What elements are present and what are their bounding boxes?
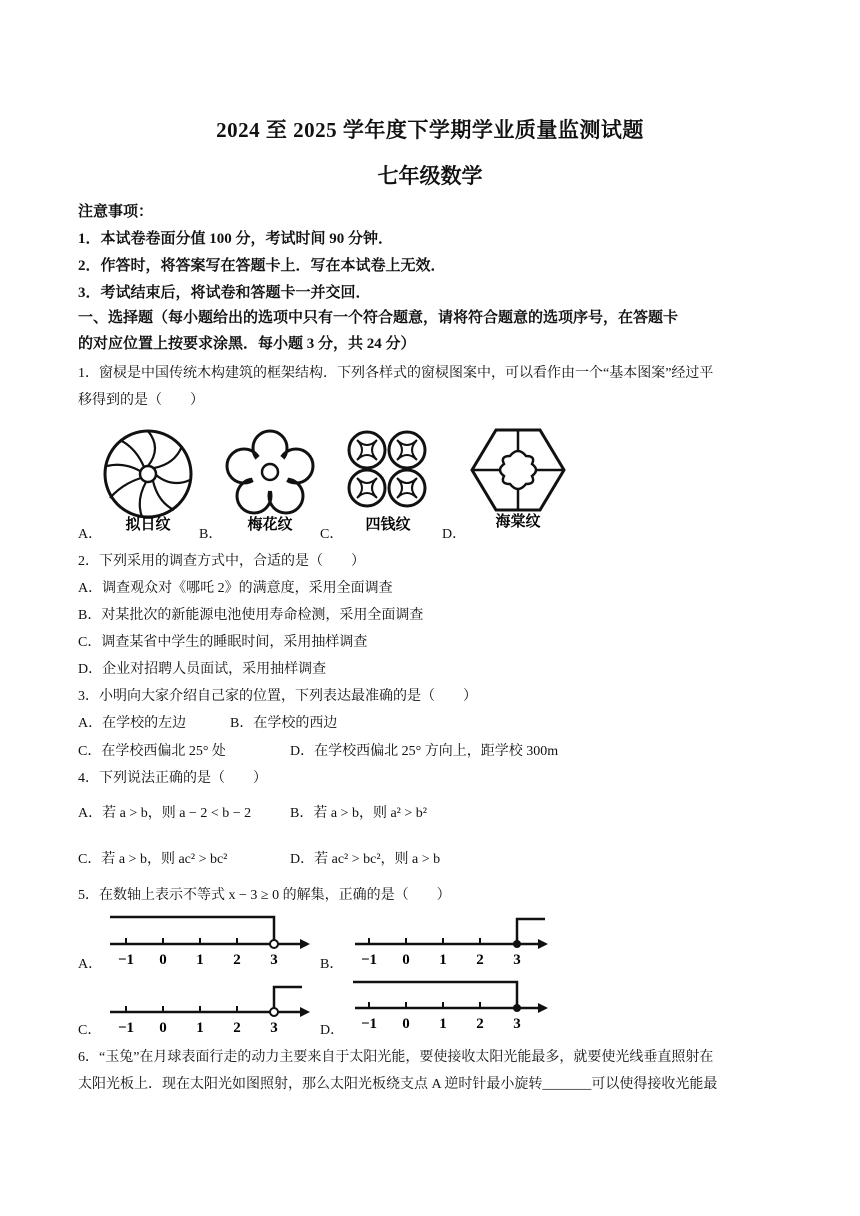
q5b-tick-2: 1 xyxy=(439,952,447,968)
q5a-tick-2: 1 xyxy=(196,952,204,968)
q5-numberline-a xyxy=(100,912,315,970)
q1-stem-line-1: 1．窗棂是中国传统木构建筑的框架结构．下列各样式的窗棂图案中，可以看作由一个“基本图案”经过平 xyxy=(78,366,714,381)
q1-figure-c xyxy=(345,428,431,534)
q3-option-b: B．在学校的西边 xyxy=(230,716,338,731)
q1-option-d: D． xyxy=(442,527,467,542)
q4-option-b: B．若 a > b，则 a² > b² xyxy=(290,806,427,821)
q5c-tick-3: 2 xyxy=(233,1020,241,1036)
section-heading-line-1: 一、选择题（每小题给出的选项中只有一个符合题意，请将符合题意的选项序号，在答题卡 xyxy=(78,310,679,326)
q5-stem: 5．在数轴上表示不等式 x − 3 ≥ 0 的解集，正确的是（ ） xyxy=(78,888,451,903)
q6-stem-line-2: 太阳光板上．现在太阳光如图照射，那么太阳光板绕支点 A 逆时针最小旋转_______可以使得接收光能最 xyxy=(78,1077,718,1092)
notes-header: 注意事项： xyxy=(78,204,154,220)
q5b-tick-4: 3 xyxy=(513,952,521,968)
q2-option-b: B．对某批次的新能源电池使用寿命检测，采用全面调查 xyxy=(78,608,424,623)
q3-stem: 3．小明向大家介绍自己家的位置，下列表达最准确的是（ ） xyxy=(78,689,477,704)
q5a-tick-0: −1 xyxy=(117,952,135,968)
q5-numberline-b xyxy=(345,912,555,970)
note-2: 2．作答时，将答案写在答题卡上．写在本试卷上无效． xyxy=(78,258,446,274)
q5d-tick-4: 3 xyxy=(513,1016,521,1032)
q5d-tick-1: 0 xyxy=(402,1016,410,1032)
q5a-tick-4: 3 xyxy=(270,952,278,968)
q1-option-b: B． xyxy=(199,527,223,542)
q1-option-c: C． xyxy=(320,527,344,542)
q5-numberline-d xyxy=(345,976,555,1034)
q5c-tick-0: −1 xyxy=(117,1020,135,1036)
q4-stem: 4．下列说法正确的是（ ） xyxy=(78,771,267,786)
q1-figure-a xyxy=(100,428,196,534)
q2-option-d: D．企业对招聘人员面试，采用抽样调查 xyxy=(78,662,327,677)
q6-stem-line-1: 6．“玉兔”在月球表面行走的动力主要来自于太阳光能，要使接收太阳光能最多，就要使光线垂直照射在 xyxy=(78,1050,714,1065)
q2-stem: 2．下列采用的调查方式中，合适的是（ ） xyxy=(78,554,365,569)
q5c-tick-1: 0 xyxy=(159,1020,167,1036)
q5-numberline-c xyxy=(100,982,315,1038)
q1-caption-a: 拟日纹 xyxy=(125,517,171,533)
q5d-tick-0: −1 xyxy=(360,1016,378,1032)
q5b-tick-0: −1 xyxy=(360,952,378,968)
page-title: 2024 至 2025 学年度下学期学业质量监测试题 xyxy=(216,118,644,142)
q2-option-c: C．调查某省中学生的睡眠时间，采用抽样调查 xyxy=(78,635,368,650)
q1-caption-b: 梅花纹 xyxy=(247,517,293,533)
q5-option-c: C． xyxy=(78,1023,102,1038)
q5c-tick-4: 3 xyxy=(270,1020,278,1036)
q5d-tick-2: 1 xyxy=(439,1016,447,1032)
q5a-tick-3: 2 xyxy=(233,952,241,968)
q3-option-c: C．在学校西偏北 25° 处 xyxy=(78,744,226,759)
q1-caption-c: 四钱纹 xyxy=(365,517,411,533)
q5-option-b: B． xyxy=(320,957,344,972)
q3-option-a: A．在学校的左边 xyxy=(78,716,187,731)
q5b-tick-3: 2 xyxy=(476,952,484,968)
q5d-tick-3: 2 xyxy=(476,1016,484,1032)
q5a-tick-1: 0 xyxy=(159,952,167,968)
q5-option-d: D． xyxy=(320,1023,345,1038)
q4-option-a: A．若 a > b，则 a − 2 < b − 2 xyxy=(78,806,252,821)
q1-figure-b xyxy=(222,428,318,534)
q1-figure-d xyxy=(468,426,568,528)
q5-option-a: A． xyxy=(78,957,103,972)
section-heading-line-2: 的对应位置上按要求涂黑．每小题 3 分，共 24 分） xyxy=(78,336,416,352)
q5c-tick-2: 1 xyxy=(196,1020,204,1036)
q4-option-d: D．若 ac² > bc²，则 a > b xyxy=(290,852,441,867)
page-subtitle: 七年级数学 xyxy=(377,164,483,188)
note-1: 1．本试卷卷面分值 100 分，考试时间 90 分钟． xyxy=(78,231,394,247)
q5b-tick-1: 0 xyxy=(402,952,410,968)
note-3: 3．考试结束后，将试卷和答题卡一并交回． xyxy=(78,285,371,301)
q1-option-a: A． xyxy=(78,527,103,542)
q4-option-c: C．若 a > b，则 ac² > bc² xyxy=(78,852,228,867)
q1-stem-line-2: 移得到的是（ ） xyxy=(78,393,204,408)
q2-option-a: A．调查观众对《哪吒 2》的满意度，采用全面调查 xyxy=(78,581,393,596)
q3-option-d: D．在学校西偏北 25° 方向上，距学校 300m xyxy=(290,744,559,759)
q1-caption-d: 海棠纹 xyxy=(495,514,541,528)
